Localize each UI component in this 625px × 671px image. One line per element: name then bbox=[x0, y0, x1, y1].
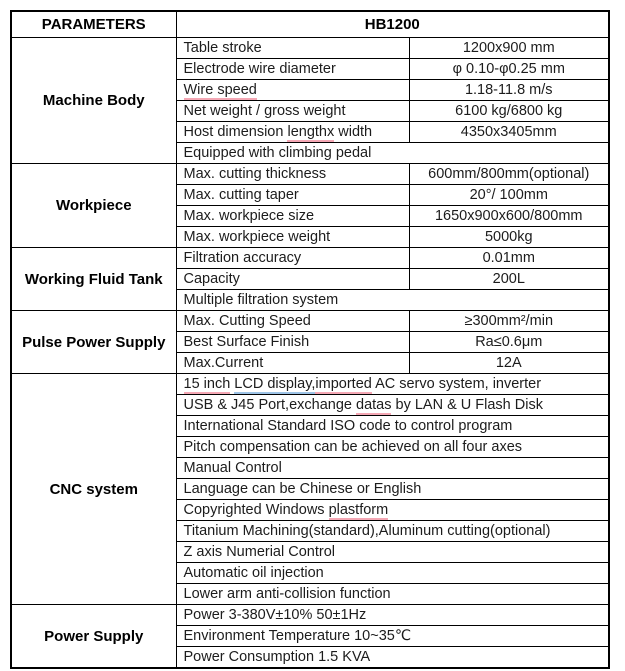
table-row bbox=[11, 248, 609, 269]
param-cell: Z axis Numerial Control bbox=[176, 542, 609, 563]
param-cell: Titanium Machining(standard),Aluminum cutting(optional) bbox=[176, 521, 609, 542]
spellcheck-underline-pink: 15 inch bbox=[184, 376, 231, 395]
value-cell: ≥300mm²/min bbox=[409, 311, 609, 332]
spellcheck-underline-pink: lengthx bbox=[287, 124, 334, 143]
param-cell: Max.Current bbox=[176, 353, 409, 374]
table-row bbox=[11, 38, 609, 59]
param-cell: Table stroke bbox=[176, 38, 409, 59]
group-label-workpiece: Workpiece bbox=[11, 164, 176, 248]
param-cell: Automatic oil injection bbox=[176, 563, 609, 584]
param-cell bbox=[176, 122, 409, 143]
value-cell: Ra≤0.6μm bbox=[409, 332, 609, 353]
value-cell: 20°/ 100mm bbox=[409, 185, 609, 206]
param-text: width bbox=[334, 124, 373, 140]
spec-table bbox=[10, 10, 610, 669]
value-cell: 4350x3405mm bbox=[409, 122, 609, 143]
header-model: HB1200 bbox=[176, 11, 609, 38]
param-cell: Capacity bbox=[176, 269, 409, 290]
group-label-power-supply: Power Supply bbox=[11, 605, 176, 669]
param-cell: Max. cutting taper bbox=[176, 185, 409, 206]
header-parameters: PARAMETERS bbox=[11, 11, 176, 38]
spellcheck-underline-pink: Wire speed bbox=[184, 82, 257, 101]
param-cell bbox=[176, 500, 609, 521]
spellcheck-underline-pink: plastform bbox=[329, 502, 389, 521]
table-row bbox=[11, 164, 609, 185]
value-cell: 1650x900x600/800mm bbox=[409, 206, 609, 227]
group-label-machine-body: Machine Body bbox=[11, 38, 176, 164]
value-cell: 5000kg bbox=[409, 227, 609, 248]
value-cell: 1200x900 mm bbox=[409, 38, 609, 59]
param-cell: Filtration accuracy bbox=[176, 248, 409, 269]
param-cell: Equipped with climbing pedal bbox=[176, 143, 609, 164]
table-row bbox=[11, 374, 609, 395]
param-cell: Max. workpiece weight bbox=[176, 227, 409, 248]
param-cell: Best Surface Finish bbox=[176, 332, 409, 353]
param-cell: Language can be Chinese or English bbox=[176, 479, 609, 500]
value-cell: 6100 kg/6800 kg bbox=[409, 101, 609, 122]
value-cell: 12A bbox=[409, 353, 609, 374]
param-cell bbox=[176, 80, 409, 101]
param-cell: Electrode wire diameter bbox=[176, 59, 409, 80]
param-cell: Multiple filtration system bbox=[176, 290, 609, 311]
param-text: Copyrighted Windows bbox=[183, 502, 329, 518]
param-cell: Max. cutting thickness bbox=[176, 164, 409, 185]
param-cell: Max. workpiece size bbox=[176, 206, 409, 227]
param-cell: Max. Cutting Speed bbox=[176, 311, 409, 332]
param-cell: Environment Temperature 10~35℃ bbox=[176, 626, 609, 647]
group-label-working-fluid-tank: Working Fluid Tank bbox=[11, 248, 176, 311]
table-body bbox=[11, 38, 609, 669]
spellcheck-underline-pink: datas bbox=[356, 397, 391, 416]
param-text: Host dimension bbox=[183, 124, 288, 140]
param-cell: Manual Control bbox=[176, 458, 609, 479]
group-label-cnc-system: CNC system bbox=[11, 374, 176, 605]
param-cell: Lower arm anti-collision function bbox=[176, 584, 609, 605]
value-cell: φ 0.10-φ0.25 mm bbox=[409, 59, 609, 80]
param-text: AC servo system, inverter bbox=[371, 376, 542, 392]
header-row bbox=[11, 11, 609, 38]
table-header bbox=[11, 11, 609, 38]
param-cell bbox=[176, 395, 609, 416]
group-label-pulse-power-supply: Pulse Power Supply bbox=[11, 311, 176, 374]
param-cell: International Standard ISO code to control program bbox=[176, 416, 609, 437]
table-row bbox=[11, 311, 609, 332]
param-cell: Power 3-380V±10% 50±1Hz bbox=[176, 605, 609, 626]
param-cell: Net weight / gross weight bbox=[176, 101, 409, 122]
value-cell: 1.18-11.8 m/s bbox=[409, 80, 609, 101]
value-cell: 200L bbox=[409, 269, 609, 290]
param-cell bbox=[176, 374, 609, 395]
value-cell: 600mm/800mm(optional) bbox=[409, 164, 609, 185]
param-text: by LAN & U Flash Disk bbox=[391, 397, 543, 413]
param-cell: Pitch compensation can be achieved on all four axes bbox=[176, 437, 609, 458]
spellcheck-underline-blue: LCD display, bbox=[234, 376, 315, 395]
value-cell: 0.01mm bbox=[409, 248, 609, 269]
param-text: USB & J45 Port,exchange bbox=[183, 397, 356, 413]
table-row bbox=[11, 605, 609, 626]
spellcheck-underline-pink: imported bbox=[315, 376, 371, 395]
param-cell: Power Consumption 1.5 KVA bbox=[176, 647, 609, 669]
